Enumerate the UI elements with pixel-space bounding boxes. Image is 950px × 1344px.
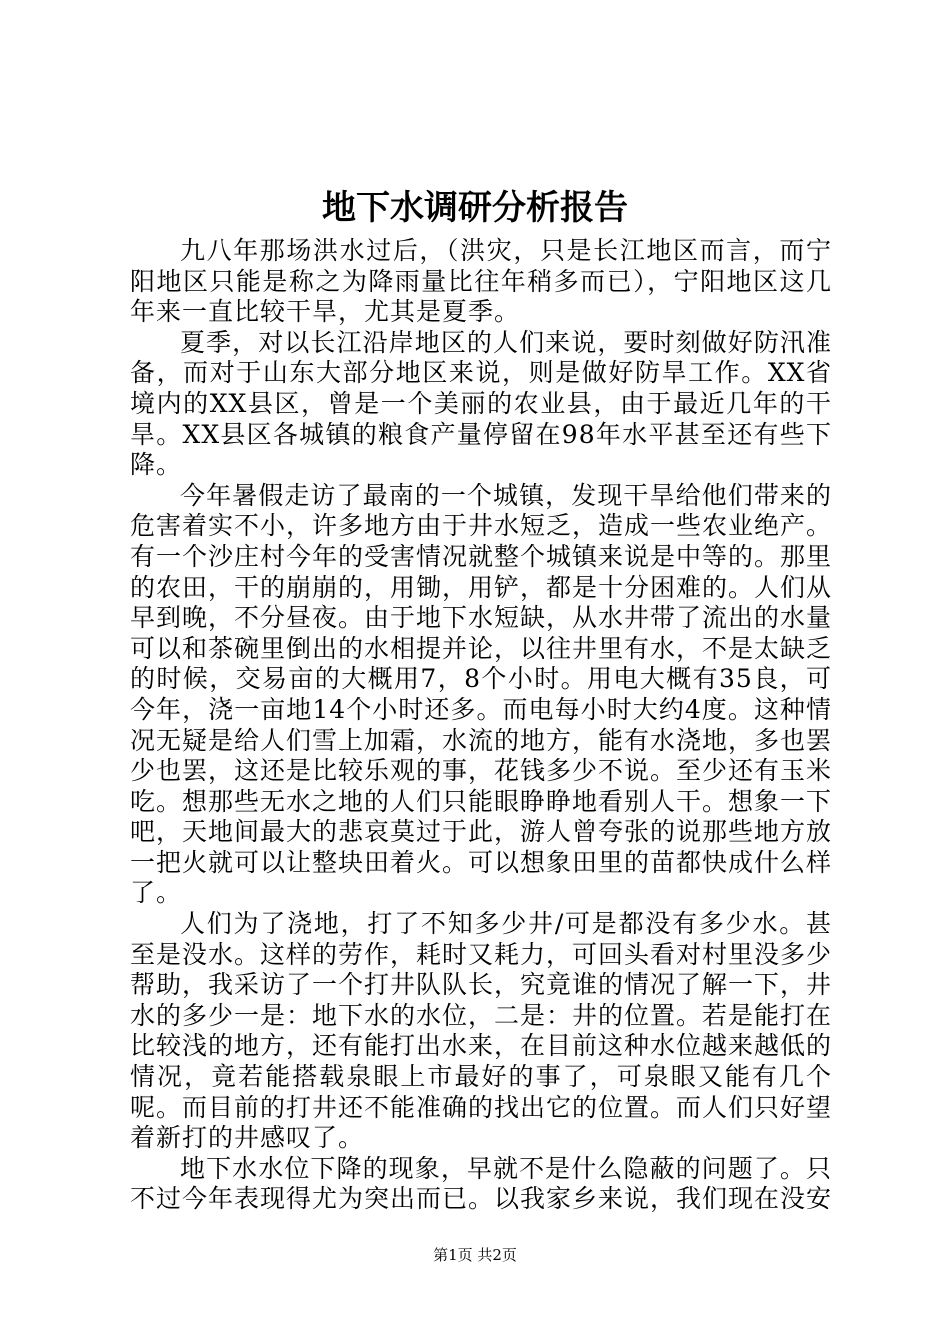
- paragraph-4: 人们为了浇地，打了不知多少井/可是都没有多少水。甚至是没水。这样的劳作，耗时又耗力，可回头看对村里没多少帮助，我采访了一个打井队队长，究竟谁的情况了解一下，井水的多少一是：地下水的水位，二是：井的位置。若是能打在比较浅的地方，还有能打出水来，在目前这种水位越来越低的情况，竟若能搭载泉眼上市最好的事了，可泉眼又能有几个呢。而目前的打井还不能准确的找出它的位置。而人们只好望着新打的井感叹了。: [130, 909, 833, 1153]
- document-title: 地下水调研分析报告: [322, 188, 628, 228]
- paragraph-5: 地下水水位下降的现象，早就不是什么隐蔽的问题了。只不过今年表现得尤为突出而已。以我家乡来说，我们现在没安: [130, 1153, 833, 1214]
- document-body: [130, 236, 832, 1215]
- paragraph-3: 今年暑假走访了最南的一个城镇，发现干旱给他们带来的危害着实不小，许多地方由于井水短乏，造成一些农业绝产。有一个沙庄村今年的受害情况就整个城镇来说是中等的。那里的农田，干的崩崩的，用锄，用铲，都是十分困难的。人们从早到晚，不分昼夜。由于地下水短缺，从水井带了流出的水量可以和茶碗里倒出的水相提并论，以往井里有水，不是太缺乏的时候，交易亩的大概用7，8个小时。用电大概有35良，可今年，浇一亩地14个小时还多。而电每小时大约4度。这种情况无疑是给人们雪上加霜，水流的地方，能有水浇地，多也罢少也罢，这还是比较乐观的事，花钱多少不说。至少还有玉米吃。想那些无水之地的人们只能眼睁睁地看别人干。想象一下吧，天地间最大的悲哀莫过于此，游人曾夸张的说那些地方放一把火就可以让整块田着火。可以想象田里的苗都快成什么样了。: [130, 480, 833, 908]
- paragraph-1: 九八年那场洪水过后，（洪灾，只是长江地区而言，而宁阳地区只能是称之为降雨量比往年稍多而已），宁阳地区这几年来一直比较干旱，尤其是夏季。: [130, 236, 832, 327]
- page-number-footer: 第1页 共2页: [433, 1246, 517, 1264]
- paragraph-2: 夏季，对以长江沿岸地区的人们来说，要时刻做好防汛准备，而对于山东大部分地区来说，则是做好防旱工作。XX省境内的XX县区，曾是一个美丽的农业县，由于最近几年的干旱。XX县区各城镇的粮食产量停留在98年水平甚至还有些下降。: [130, 327, 832, 480]
